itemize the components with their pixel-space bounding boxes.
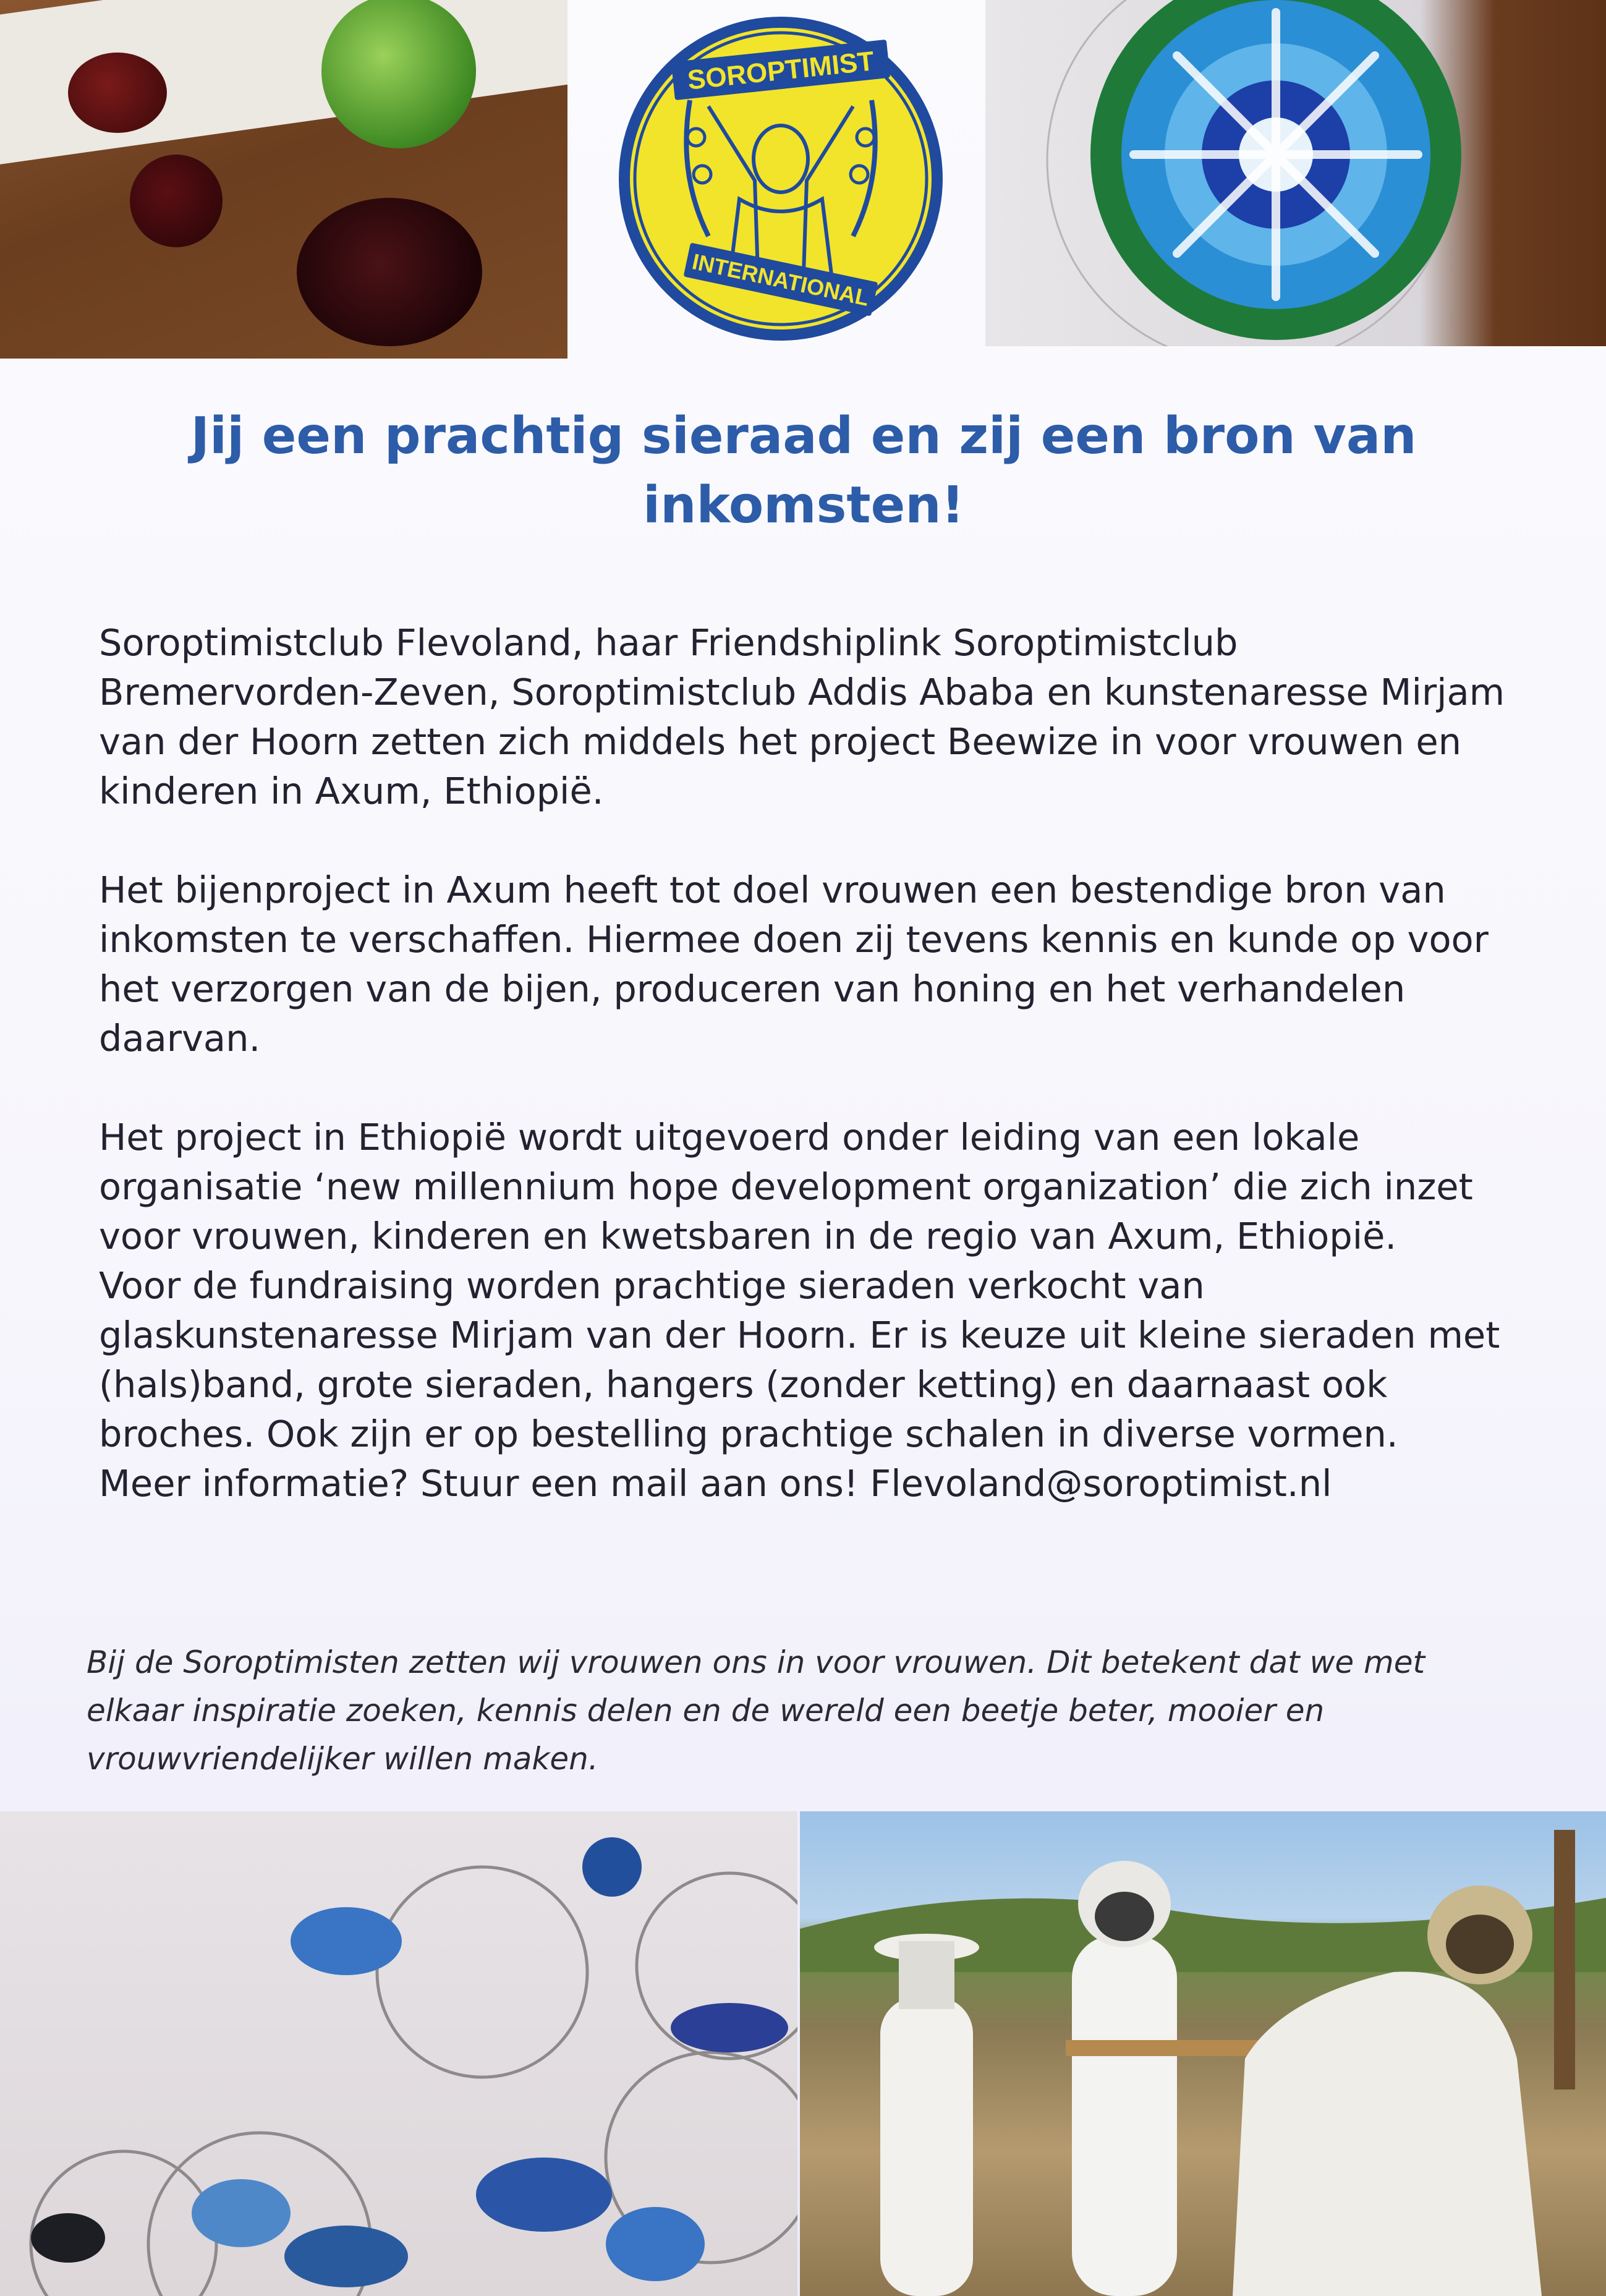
soroptimist-logo [616,14,946,344]
necklaces-image [0,1811,797,2296]
beekeepers-image [800,1811,1606,2296]
red-glass-piece [68,53,167,133]
page-title [111,402,1496,540]
blue-glass-bowl-photo [985,0,1606,346]
red-glass-drop [130,155,223,247]
beekeepers-photo [800,1811,1606,2296]
dark-glass-pendant [297,198,482,346]
logo-top-text: SOROPTIMIST [686,46,876,96]
paragraph-organization: Het project in Ethiopië wordt uitgevoerd onder leiding van een lokale organisatie ‘new millennium hope development organization’ die zich inzet voor vrouwen, kinderen en kwetsbaren in de regio van Axum, Ethiopië. [99,1116,1473,1257]
paragraph-bee-project: Het bijenproject in Axum heeft tot doel vrouwen een bestendige bron van inkomsten te verschaffen. Hiermee doen zij tevens kennis en kunde op voor het verzorgen van de bijen, produceren van honing en het verhandelen daarvan. [99,869,1489,1060]
logo-bottom-text: INTERNATIONAL [690,249,872,311]
paragraph-fundraising: Voor de fundraising worden prachtige sieraden verkocht van glaskunstenaresse Mirjam van der Hoorn. Er is keuze uit kleine sieraden met (hals)band, grote sieraden, hangers (zonder ketting) en daarnaast ook broches. Ook zijn er op bestelling prachtige schalen in diverse vormen. [99,1264,1500,1455]
motto-text: Bij de Soroptimisten zetten wij vrouwen ons in voor vrouwen. Dit betekent dat we met elkaar inspiratie zoeken, kennis delen en de wereld een beetje beter, mooier en vrouwvriendelijker willen maken. [87,1644,1425,1777]
blue-bowl-image [985,0,1606,346]
contact-line: Meer informatie? Stuur een mail aan ons! Flevoland@soroptimist.nl [99,1462,1332,1505]
body-text [99,618,1508,1508]
title-line-1: Jij een prachtig sieraad en zij een bron van [190,407,1417,466]
title-line-2: inkomsten! [643,476,964,535]
necklaces-photo [0,1811,797,2296]
green-glass-pendant [321,0,476,148]
paragraph-partners: Soroptimistclub Flevoland, haar Friendshiplink Soroptimistclub Bremervorden-Zeven, Soroptimistclub Addis Ababa en kunstenaresse Mirjam van der Hoorn zetten zich middels het project Beewize in voor vrouwen en kinderen in Axum, Ethiopië. [99,621,1505,812]
jewelry-photo-top-left [0,0,567,359]
